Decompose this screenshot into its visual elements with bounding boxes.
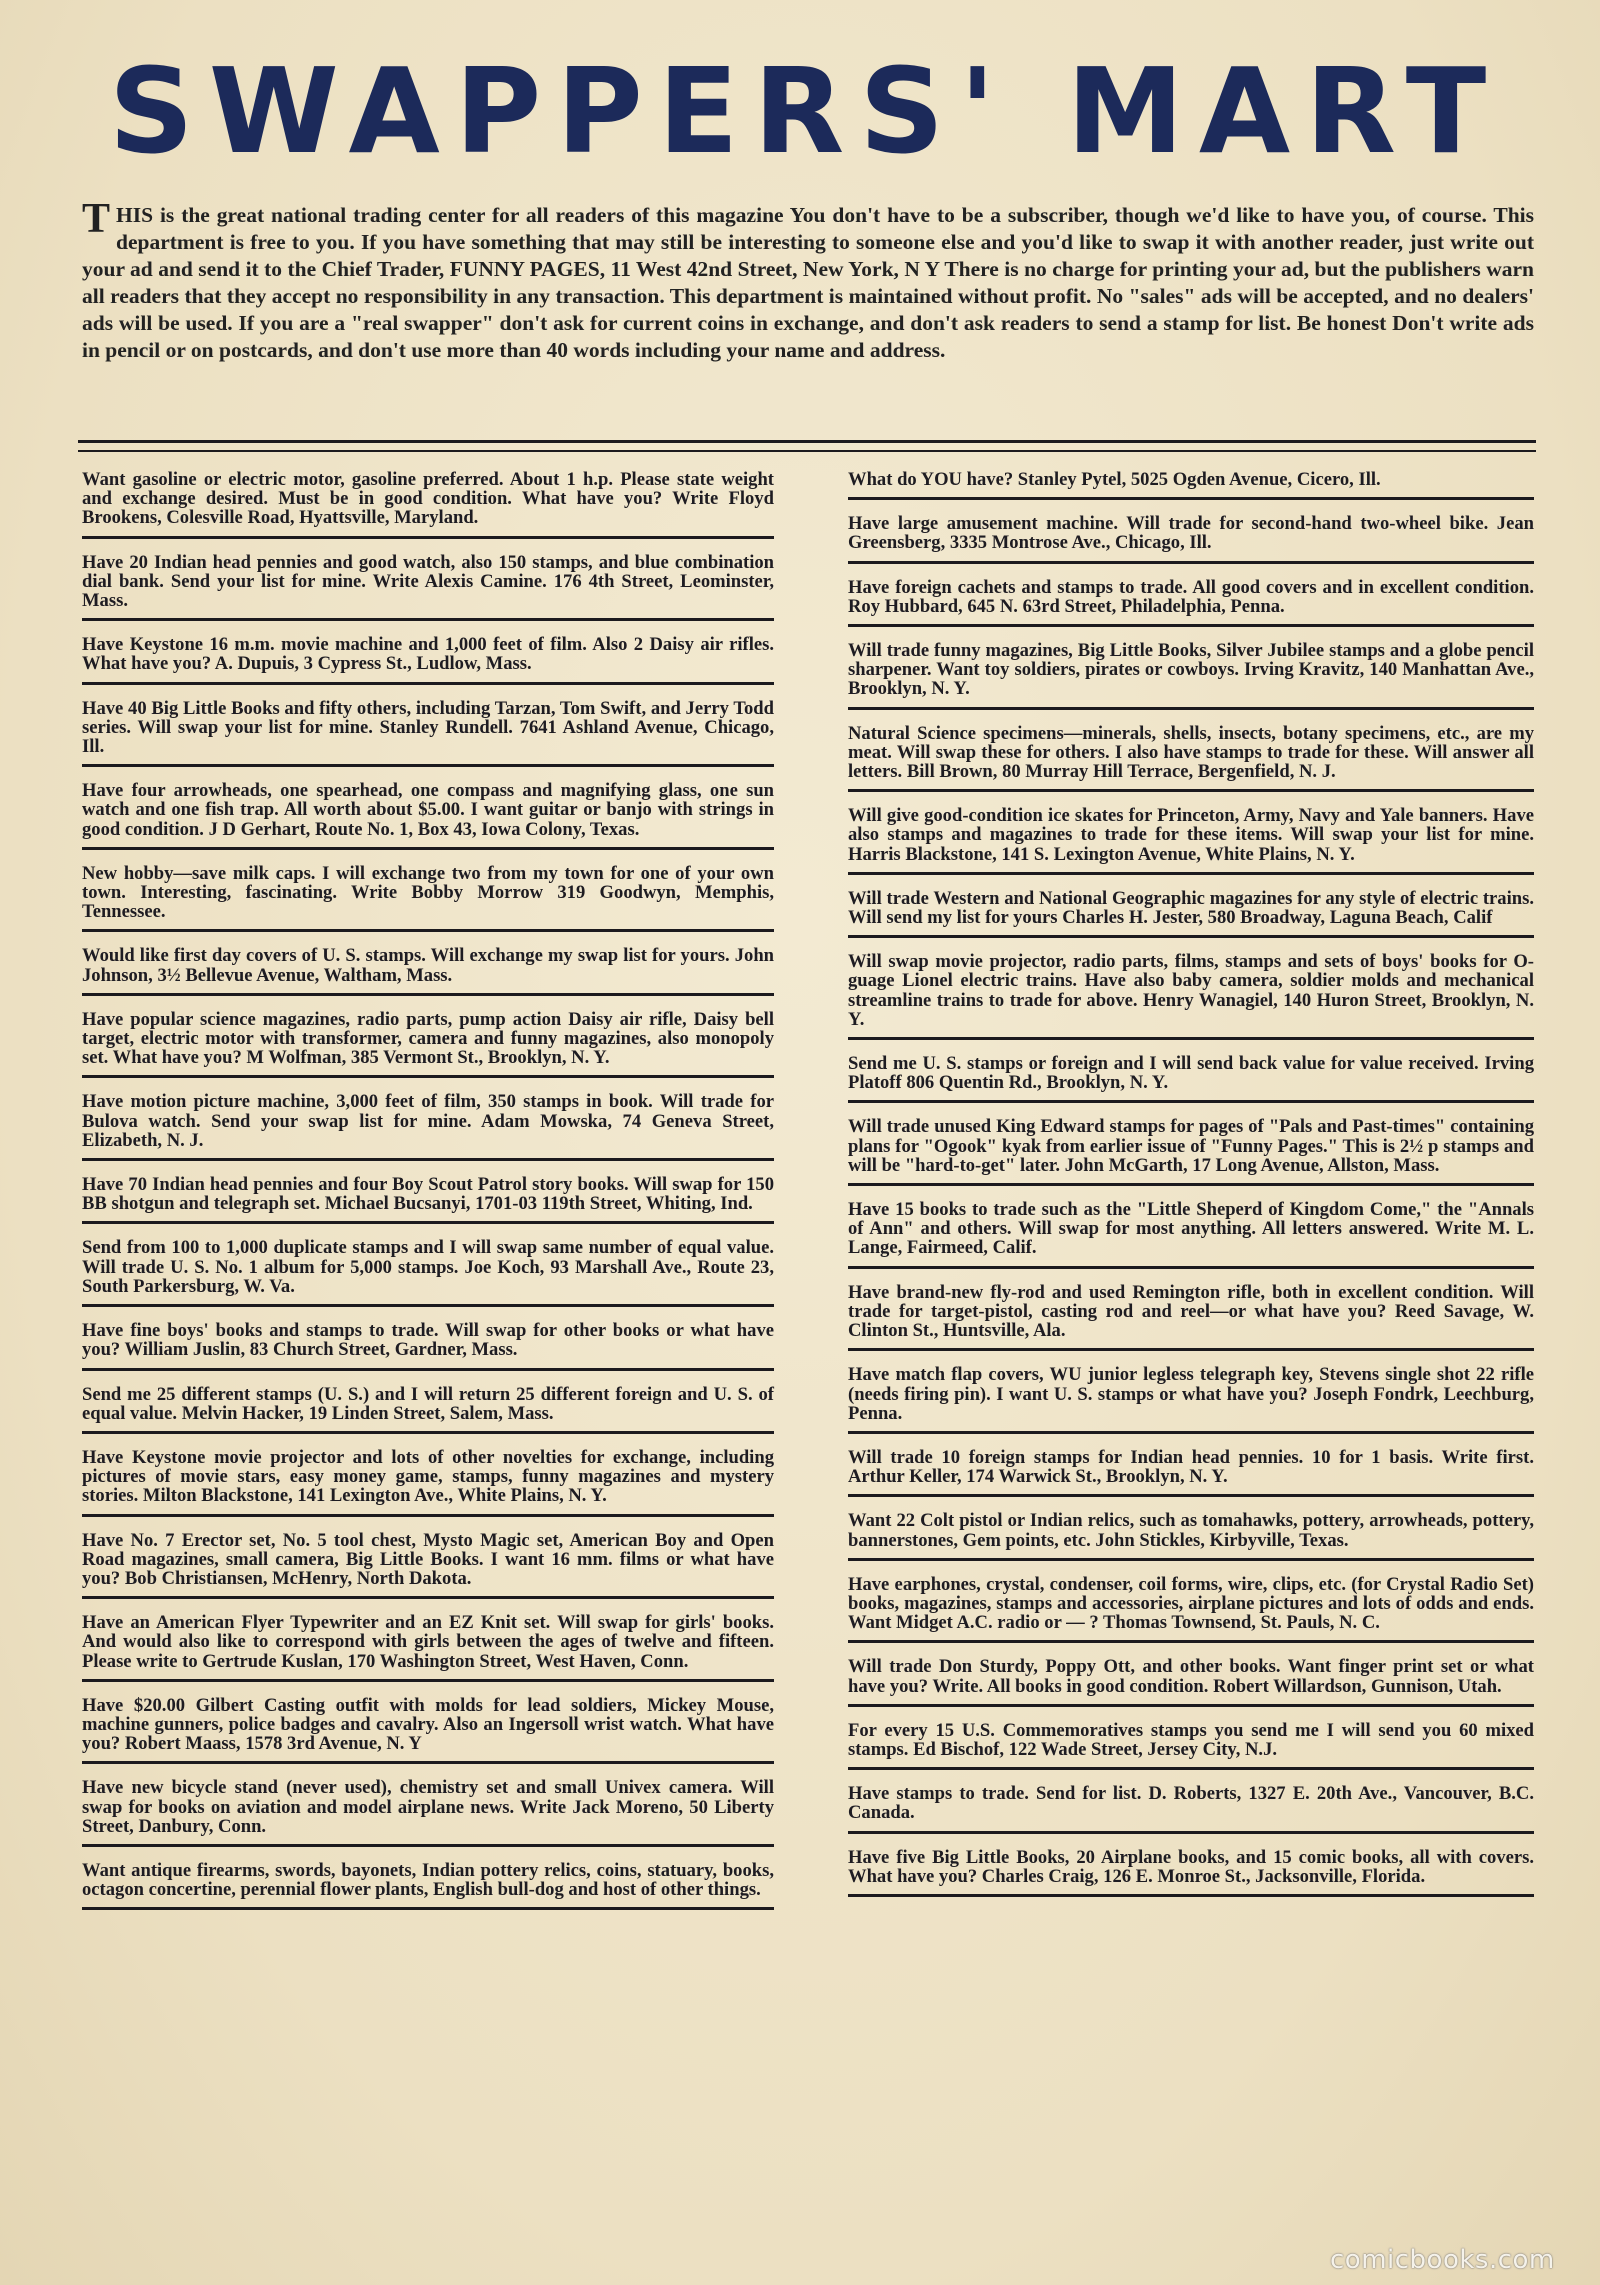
classified-ad: What do YOU have? Stanley Pytel, 5025 Ogden Avenue, Cicero, Ill. <box>848 466 1534 500</box>
classified-ad: Have Keystone 16 m.m. movie machine and 1,000 feet of film. Also 2 Daisy air rifles. What have you? A. Dupuis, 3 Cypress St., Ludlow, Mass. <box>82 631 774 684</box>
classified-ad: Have four arrowheads, one spearhead, one compass and magnifying glass, one sun watch and one fish trap. All worth about $5.00. I want guitar or banjo with strings in good condition. J D Gerhart, Route No. 1, Box 43, Iowa Colony, Texas. <box>82 777 774 850</box>
classified-ad: New hobby—save milk caps. I will exchange two from my town for one of your own town. Interesting, fascinating. Write Bobby Morrow 319 Goodwyn, Memphis, Tennessee. <box>82 860 774 933</box>
classified-ad: Have 15 books to trade such as the "Little Sheperd of Kingdom Come," the "Annals of Ann" and others. Will swap for most anything. All letters answered. Write M. L. Lange, Fairmeed, Calif. <box>848 1196 1534 1269</box>
classified-ad: Have earphones, crystal, condenser, coil forms, wire, clips, etc. (for Crystal Radio Set) books, magazines, stamps and accessories, airplane pictures and lots of odds and ends. Want Midget A.C. radio or — ? Thomas Townsend, St. Pauls, N. C. <box>848 1571 1534 1644</box>
classified-ad: Have foreign cachets and stamps to trade. All good covers and in excellent condition. Roy Hubbard, 645 N. 63rd Street, Philadelphia, Penna. <box>848 574 1534 627</box>
classified-ad: Would like first day covers of U. S. stamps. Will exchange my swap list for yours. John Johnson, 3½ Bellevue Avenue, Waltham, Mass. <box>82 942 774 995</box>
page-title: SWAPPERS' MART <box>108 42 1502 180</box>
header-divider <box>78 440 1536 452</box>
classified-ad: Have new bicycle stand (never used), chemistry set and small Univex camera. Will swap for books on aviation and model airplane news. Write Jack Moreno, 50 Liberty Street, Danbury, Conn. <box>82 1774 774 1847</box>
right-column <box>848 466 1534 1907</box>
classified-ad: Have motion picture machine, 3,000 feet of film, 350 stamps in book. Will trade for Bulova watch. Send your swap list for mine. Adam Mowska, 74 Geneva Street, Elizabeth, N. J. <box>82 1088 774 1161</box>
drop-cap: T <box>82 196 111 242</box>
classified-ad: Will give good-condition ice skates for Princeton, Army, Navy and Yale banners. Have also stamps and magazines to trade for these items. Will swap your list for mine. Harris Blackstone, 141 S. Lexington Avenue, White Plains, N. Y. <box>848 802 1534 875</box>
classified-ad: Have fine boys' books and stamps to trade. Will swap for other books or what have you? William Juslin, 83 Church Street, Gardner, Mass. <box>82 1317 774 1370</box>
classified-ad: Have match flap covers, WU junior legless telegraph key, Stevens single shot 22 rifle (needs firing pin). I want U. S. stamps or what have you? Joseph Fondrk, Leechburg, Penna. <box>848 1361 1534 1434</box>
classified-ad: Have brand-new fly-rod and used Remington rifle, both in excellent condition. Will trade for target-pistol, casting rod and reel—or what have you? Reed Savage, W. Clinton St., Huntsville, Ala. <box>848 1279 1534 1352</box>
classified-ad: Have popular science magazines, radio parts, pump action Daisy air rifle, Daisy bell target, electric motor with transformer, camera and funny magazines, also monopoly set. What have you? M Wolfman, 385 Vermont St., Brooklyn, N. Y. <box>82 1006 774 1079</box>
watermark: comicbooks.com <box>1330 2245 1555 2275</box>
classified-ad: Have stamps to trade. Send for list. D. Roberts, 1327 E. 20th Ave., Vancouver, B.C. Canada. <box>848 1780 1534 1833</box>
classified-ad: Have an American Flyer Typewriter and an EZ Knit set. Will swap for girls' books. And would also like to correspond with girls between the ages of twelve and fifteen. Please write to Gertrude Kuslan, 170 Washington Street, West Haven, Conn. <box>82 1609 774 1682</box>
classified-ad: Have Keystone movie projector and lots of other novelties for exchange, including pictures of movie stars, easy money game, stamps, funny magazines and mystery stories. Milton Blackstone, 141 Lexington Ave., White Plains, N. Y. <box>82 1444 774 1517</box>
classified-ad: Have 20 Indian head pennies and good watch, also 150 stamps, and blue combination dial bank. Send your list for mine. Write Alexis Camine. 176 4th Street, Leominster, Mass. <box>82 549 774 622</box>
classified-ad: Will swap movie projector, radio parts, films, stamps and sets of boys' books for O-guage Lionel electric trains. Have also baby camera, soldier molds and mechanical streamline trains to trade for above. Henry Wanagiel, 140 Huron Street, Brooklyn, N. Y. <box>848 948 1534 1040</box>
intro-text: HIS is the great national trading center for all readers of this magazine You don't have to be a subscriber, though we'd like to have you, of course. This department is free to you. If you have something that may still be interesting to someone else and you'd like to swap it with another reader, just write out your ad and send it to the Chief Trader, FUNNY PAGES, 11 West 42nd Street, New York, N Y There is no charge for printing your ad, but the publishers warn all readers that they accept no responsibility in any transaction. This department is maintained without profit. No "sales" ads will be accepted, and no dealers' ads will be used. If you are a "real swapper" don't ask for current coins in exchange, and don't ask readers to send a stamp for list. Be honest Don't write ads in pencil or on postcards, and don't use more than 40 words including your name and address. <box>82 203 1534 362</box>
classified-ad: Have large amusement machine. Will trade for second-hand two-wheel bike. Jean Greensberg, 3335 Montrose Ave., Chicago, Ill. <box>848 510 1534 563</box>
classified-ad: For every 15 U.S. Commemoratives stamps you send me I will send you 60 mixed stamps. Ed Bischof, 122 Wade Street, Jersey City, N.J. <box>848 1717 1534 1770</box>
classified-ad: Will trade 10 foreign stamps for Indian head pennies. 10 for 1 basis. Write first. Arthur Keller, 174 Warwick St., Brooklyn, N. Y. <box>848 1444 1534 1497</box>
classified-ad: Send from 100 to 1,000 duplicate stamps and I will swap same number of equal value. Will trade U. S. No. 1 album for 5,000 stamps. Joe Koch, 93 Marshall Ave., Route 23, South Parkersburg, W. Va. <box>82 1234 774 1307</box>
classified-ad: Send me 25 different stamps (U. S.) and I will return 25 different foreign and U. S. of equal value. Melvin Hacker, 19 Linden Street, Salem, Mass. <box>82 1381 774 1434</box>
intro-paragraph <box>82 196 1534 364</box>
classified-ad: Have $20.00 Gilbert Casting outfit with molds for lead soldiers, Mickey Mouse, machine gunners, police badges and cavalry. Also an Ingersoll wrist watch. What have you? Robert Maass, 1578 3rd Avenue, N. Y <box>82 1692 774 1765</box>
classified-ad: Send me U. S. stamps or foreign and I will send back value for value received. Irving Platoff 806 Quentin Rd., Brooklyn, N. Y. <box>848 1050 1534 1103</box>
classified-ad: Have No. 7 Erector set, No. 5 tool chest, Mysto Magic set, American Boy and Open Road magazines, small camera, Big Little Books. I want 16 mm. films or what have you? Bob Christiansen, McHenry, North Dakota. <box>82 1527 774 1600</box>
classified-ad: Want 22 Colt pistol or Indian relics, such as tomahawks, pottery, arrowheads, pottery, bannerstones, Gem points, etc. John Stickles, Kirbyville, Texas. <box>848 1507 1534 1560</box>
classified-ad: Have 40 Big Little Books and fifty others, including Tarzan, Tom Swift, and Jerry Todd series. Will swap your list for mine. Stanley Rundell. 7641 Ashland Avenue, Chicago, Ill. <box>82 695 774 768</box>
classified-ad: Will trade Don Sturdy, Poppy Ott, and other books. Want finger print set or what have you? Write. All books in good condition. Robert Willardson, Gunnison, Utah. <box>848 1653 1534 1706</box>
classified-ad: Want antique firearms, swords, bayonets, Indian pottery relics, coins, statuary, books, octagon concertine, perennial flower plants, English bull-dog and host of other things. <box>82 1857 774 1910</box>
classified-ad: Will trade Western and National Geographic magazines for any style of electric trains. Will send my list for yours Charles H. Jester, 580 Broadway, Laguna Beach, Calif <box>848 885 1534 938</box>
left-column <box>82 466 774 1920</box>
classified-ad: Will trade funny magazines, Big Little Books, Silver Jubilee stamps and a globe pencil sharpener. Want toy soldiers, pirates or cowboys. Irving Kravitz, 140 Manhattan Ave., Brooklyn, N. Y. <box>848 637 1534 710</box>
classified-ad: Have 70 Indian head pennies and four Boy Scout Patrol story books. Will swap for 150 BB shotgun and telegraph set. Michael Bucsanyi, 1701-03 119th Street, Whiting, Ind. <box>82 1171 774 1224</box>
classified-ad: Want gasoline or electric motor, gasoline preferred. About 1 h.p. Please state weight and exchange desired. Must be in good condition. What have you? Write Floyd Brookens, Colesville Road, Hyattsville, Maryland. <box>82 466 774 539</box>
classified-ad: Have five Big Little Books, 20 Airplane books, and 15 comic books, all with covers. What have you? Charles Craig, 126 E. Monroe St., Jacksonville, Florida. <box>848 1844 1534 1897</box>
classified-ad: Will trade unused King Edward stamps for pages of "Pals and Past-times" containing plans for "Ogook" kyak from earlier issue of "Funny Pages." This is 2½ p stamps and will be "hard-to-get" later. John McGarth, 17 Long Avenue, Allston, Mass. <box>848 1113 1534 1186</box>
classified-ad: Natural Science specimens—minerals, shells, insects, botany specimens, etc., are my meat. Will swap these for others. I also have stamps to trade for these. Will answer all letters. Bill Brown, 80 Murray Hill Terrace, Bergenfield, N. J. <box>848 720 1534 793</box>
